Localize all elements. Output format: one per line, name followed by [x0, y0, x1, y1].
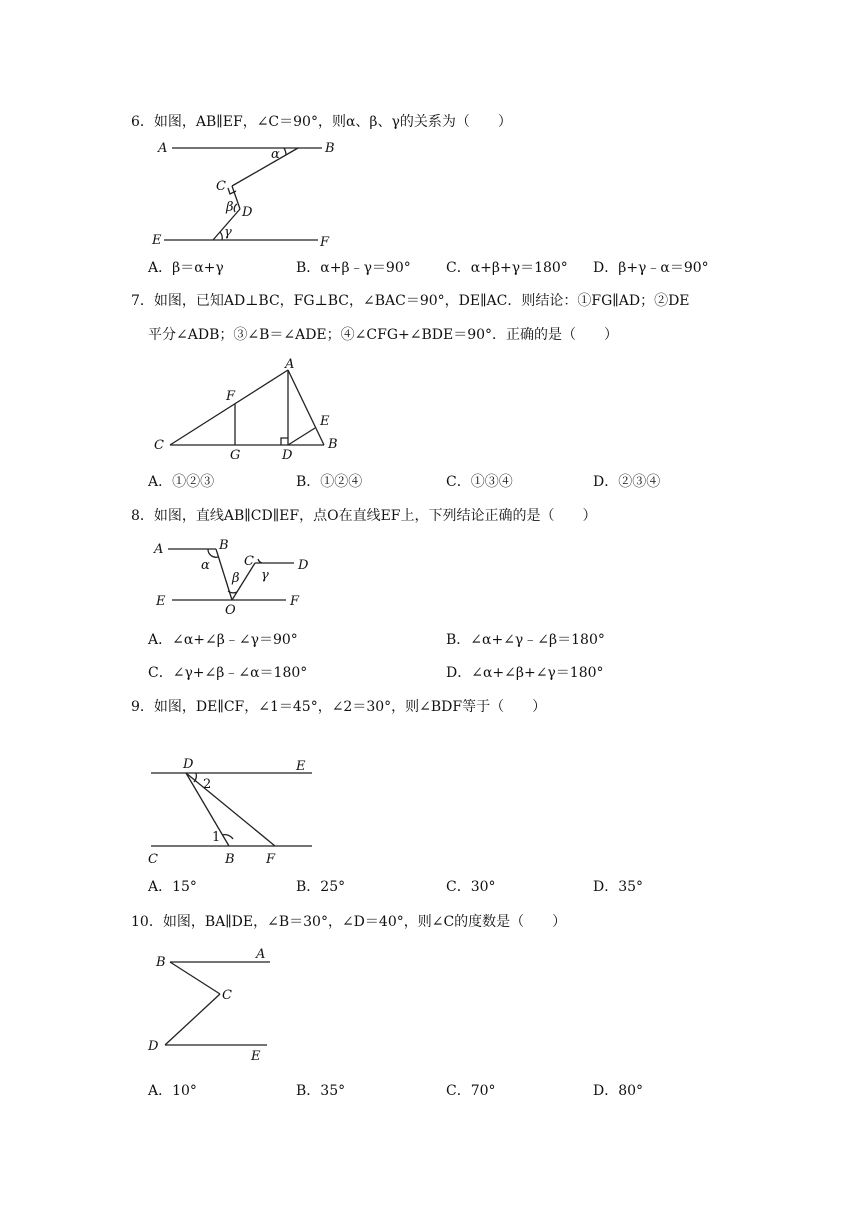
q6-label-e: E: [152, 233, 162, 248]
q9-stem: 9．如图，DE∥CF，∠1＝45°，∠2＝30°，则∠BDF等于（ ）: [131, 699, 547, 715]
q10-label-d: D: [148, 1039, 159, 1054]
q8-label-beta: β: [232, 571, 240, 586]
q7-line-ca: [170, 370, 288, 445]
q7-figure: [148, 358, 348, 464]
q8-label-d: D: [298, 558, 309, 573]
q10-option-c[interactable]: C．70°: [446, 1083, 496, 1099]
q10-segment-bc: [170, 962, 220, 994]
q9-option-a[interactable]: A．15°: [148, 879, 197, 895]
q6-label-beta: β: [226, 200, 234, 215]
q6-label-gamma: γ: [224, 225, 232, 240]
q6-option-b[interactable]: B．α+β﹣γ＝90°: [296, 260, 411, 276]
q10-option-b[interactable]: B．35°: [296, 1083, 346, 1099]
q8-label-f: F: [290, 594, 300, 609]
q7-label-e: E: [320, 414, 330, 429]
q8-beta-arc: [228, 591, 237, 593]
q6-alpha-arc: [284, 148, 286, 155]
q7-option-d[interactable]: D．②③④: [593, 474, 661, 490]
q6-label-alpha: α: [271, 147, 280, 162]
q6-gamma-arc: [220, 232, 222, 240]
q6-option-c[interactable]: C．α+β+γ＝180°: [446, 260, 568, 276]
q8-label-c: C: [244, 554, 254, 569]
q9-segment-df: [186, 773, 275, 846]
q7-option-c[interactable]: C．①③④: [446, 474, 513, 490]
q9-label-d: D: [183, 757, 194, 772]
q10-option-d[interactable]: D．80°: [593, 1083, 644, 1099]
q6-stem: 6．如图，AB∥EF，∠C＝90°，则α、β、γ的关系为（ ）: [131, 114, 512, 130]
q7-line-de: [288, 428, 315, 445]
q8-label-alpha: α: [201, 558, 210, 573]
q7-option-b[interactable]: B．①②④: [296, 474, 363, 490]
q10-segment-cd: [165, 994, 220, 1045]
q9-option-c[interactable]: C．30°: [446, 879, 496, 895]
q7-label-a: A: [285, 357, 295, 372]
q6-label-f: F: [320, 235, 330, 250]
q6-label-d: D: [242, 205, 253, 220]
q10-option-a[interactable]: A．10°: [148, 1083, 197, 1099]
q6-beta-arc: [234, 204, 237, 212]
q6-option-d[interactable]: D．β+γ﹣α＝90°: [593, 260, 709, 276]
q10-figure: [140, 940, 290, 1064]
q9-option-d[interactable]: D．35°: [593, 879, 644, 895]
q9-label-c: C: [148, 852, 158, 867]
q10-label-e: E: [251, 1049, 261, 1064]
q6-option-a[interactable]: A．β＝α+γ: [148, 260, 224, 276]
q8-label-b: B: [219, 538, 229, 553]
q6-label-a: A: [158, 141, 168, 156]
q6-label-c: C: [216, 179, 226, 194]
q7-label-c: C: [154, 438, 164, 453]
q8-figure: [148, 535, 328, 617]
q9-label-e: E: [296, 759, 306, 774]
q10-label-c: C: [222, 988, 232, 1003]
q7-label-b: B: [328, 437, 338, 452]
q10-label-a: A: [256, 947, 266, 962]
q8-label-a: A: [154, 542, 164, 557]
q7-label-g: G: [230, 448, 241, 463]
q10-label-b: B: [156, 955, 166, 970]
q9-label-b: B: [225, 852, 235, 867]
q7-label-d: D: [282, 448, 293, 463]
q8-option-d[interactable]: D．∠α+∠β+∠γ＝180°: [446, 665, 604, 681]
q9-label-1: 1: [212, 830, 221, 845]
q7-stem-line2: 平分∠ADB；③∠B＝∠ADE；④∠CFG+∠BDE＝90°．正确的是（ ）: [148, 327, 619, 343]
q8-option-a[interactable]: A．∠α+∠β﹣∠γ＝90°: [148, 632, 298, 648]
q8-option-c[interactable]: C．∠γ+∠β﹣∠α＝180°: [148, 665, 308, 681]
q8-label-gamma: γ: [261, 568, 269, 583]
q6-label-b: B: [325, 141, 335, 156]
q8-stem: 8．如图，直线AB∥CD∥EF，点O在直线EF上，下列结论正确的是（ ）: [131, 508, 597, 524]
q8-option-b[interactable]: B．∠α+∠γ﹣∠β＝180°: [446, 632, 605, 648]
q9-figure: [140, 752, 330, 870]
q7-stem-line1: 7．如图，已知AD⊥BC，FG⊥BC，∠BAC＝90°，DE∥AC．则结论：①FG∥AD；②DE: [131, 293, 690, 309]
q10-stem: 10．如图，BA∥DE，∠B＝30°，∠D＝40°，则∠C的度数是（ ）: [131, 914, 567, 930]
q6-figure: [140, 138, 350, 250]
q8-label-o: O: [225, 603, 236, 618]
q6-segment-bc: [232, 148, 298, 186]
q9-label-f: F: [266, 852, 276, 867]
q9-option-b[interactable]: B．25°: [296, 879, 346, 895]
q9-label-2: 2: [203, 777, 212, 792]
q7-label-f: F: [226, 389, 236, 404]
q7-option-a[interactable]: A．①②③: [148, 474, 215, 490]
q7-right-angle-mark: [281, 438, 288, 445]
q8-label-e: E: [156, 594, 166, 609]
